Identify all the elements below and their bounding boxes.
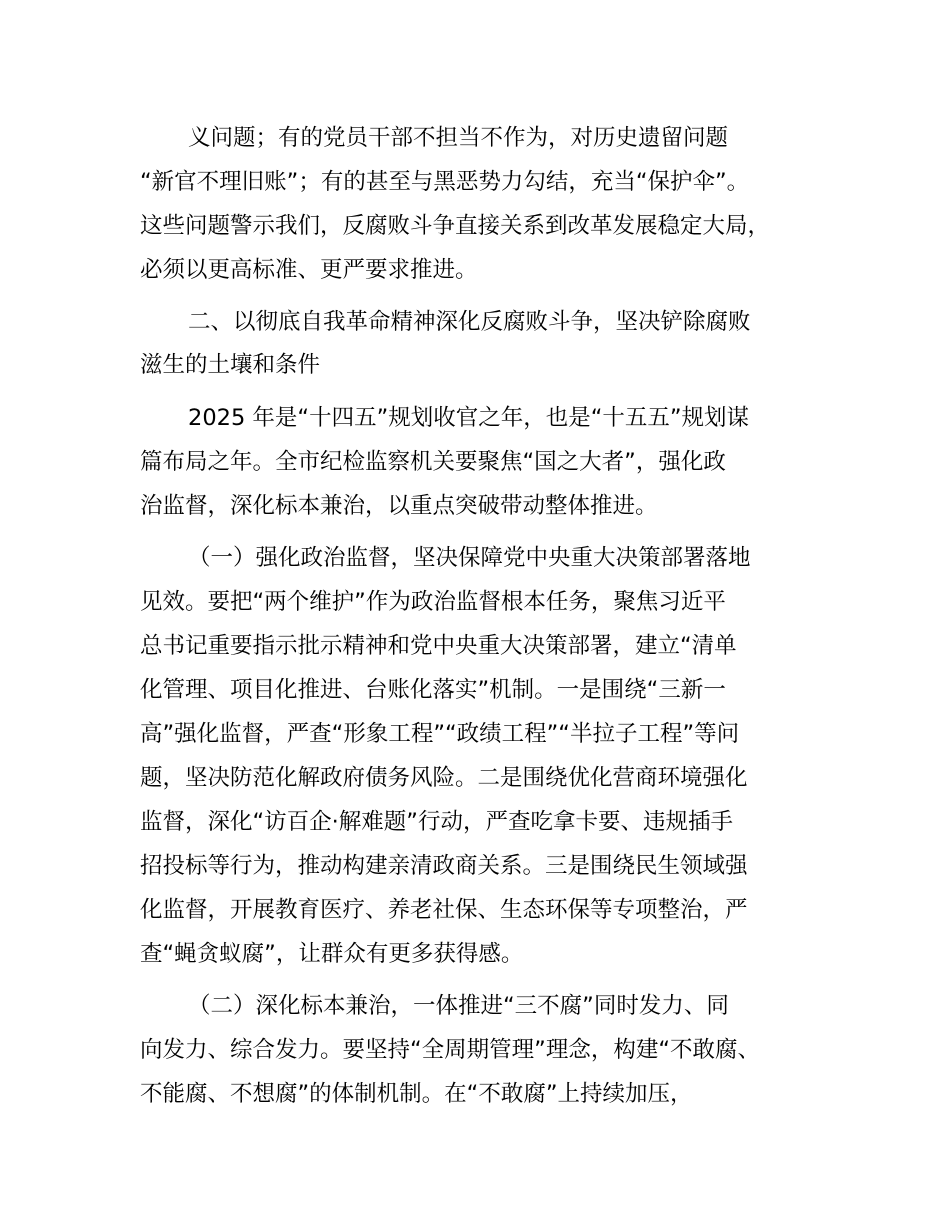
text-line: 化监督，开展教育医疗、养老社保、生态环保等专项整治，严	[140, 897, 748, 923]
section-heading-continued: 滋生的土壤和条件	[140, 352, 321, 378]
text-line: 不能腐、不想腐”的体制机制。在“不敢腐”上持续加压，	[140, 1081, 693, 1107]
text-line: 2025 年是“十四五”规划收官之年，也是“十五五”规划谋	[188, 405, 750, 431]
subsection-line: （二）深化标本兼治，一体推进“三不腐”同时发力、同	[188, 993, 729, 1019]
text-line: 必须以更高标准、更严要求推进。	[140, 257, 478, 283]
text-line: 这些问题警示我们，反腐败斗争直接关系到改革发展稳定大局，	[140, 213, 771, 239]
text-line: 高”强化监督，严查“形象工程”“政绩工程”“半拉子工程”等问	[140, 721, 740, 747]
subsection-line: （一）强化政治监督，坚决保障党中央重大决策部署落地	[188, 545, 751, 571]
text-line: 见效。要把“两个维护”作为政治监督根本任务，聚焦习近平	[140, 589, 726, 615]
text-line: 治监督，深化标本兼治，以重点突破带动整体推进。	[140, 493, 658, 519]
text-line: 招投标等行为，推动构建亲清政商关系。三是围绕民生领域强	[140, 853, 748, 879]
text-line: 化管理、项目化推进、台账化落实”机制。一是围绕“三新一	[140, 677, 726, 703]
text-line: 监督，深化“访百企·解难题”行动，严查吃拿卡要、违规插手	[140, 809, 733, 835]
text-line: 总书记重要指示批示精神和党中央重大决策部署，建立“清单	[140, 633, 737, 659]
section-heading: 二、以彻底自我革命精神深化反腐败斗争，坚决铲除腐败	[188, 309, 751, 335]
text-line: 题，坚决防范化解政府债务风险。二是围绕优化营商环境强化	[140, 765, 748, 791]
text-line: “新官不理旧账”；有的甚至与黑恶势力勾结，充当“保护伞”。	[140, 169, 750, 195]
text-line: 向发力、综合发力。要坚持“全周期管理”理念，构建“不敢腐、	[140, 1037, 760, 1063]
text-line: 查“蝇贪蚁腐”，让群众有更多获得感。	[140, 941, 524, 967]
text-line: 篇布局之年。全市纪检监察机关要聚焦“国之大者”，强化政	[140, 449, 726, 475]
text-line: 义问题；有的党员干部不担当不作为，对历史遗留问题	[188, 125, 729, 151]
